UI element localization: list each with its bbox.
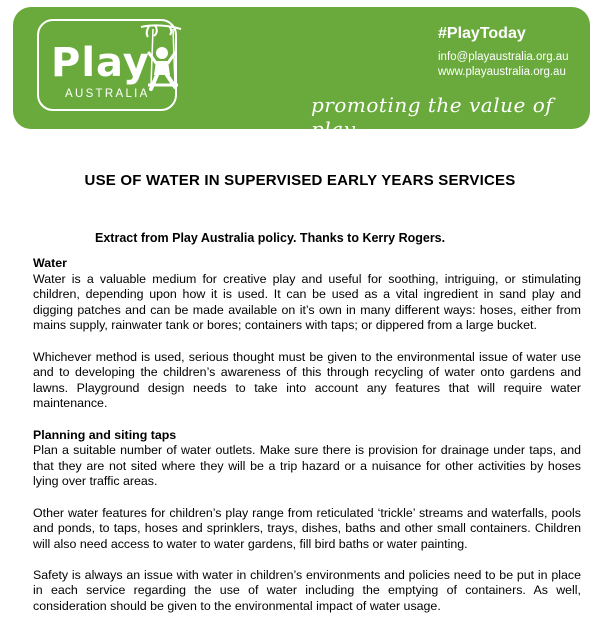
header-banner: [13, 7, 590, 141]
paragraph: Water is a valuable medium for creative play and useful for soothing, intriguing, or stimulating children, depending upon how it is used. It can be used as a vital ingredient in sand play and digging patches and can be made available on it’s own in many different ways: hoses, either from mains supply, rainwater tank or bores; containers with taps; or dippered from a large bucket.: [33, 271, 581, 333]
contact-email[interactable]: info@playaustralia.org.au: [438, 51, 569, 63]
section-planning-and-siting-taps: [33, 428, 581, 615]
section-water: [33, 256, 581, 412]
document-title: USE OF WATER IN SUPERVISED EARLY YEARS SERVICES: [84, 172, 516, 189]
logo-wordmark: Play: [51, 40, 150, 86]
paragraph: Other water features for children’s play range from reticulated ‘trickle’ streams and waterfalls, pools and ponds, to taps, hoses and sprinklers, trays, dishes, baths and other small containers. Children will also need access to water to water gardens, fill bird baths or water painting.: [33, 505, 581, 551]
section-heading: Planning and siting taps: [33, 427, 177, 442]
section-heading: Water: [33, 256, 67, 270]
child-on-swing-icon: [139, 23, 185, 109]
paragraph: Plan a suitable number of water outlets. Make sure there is provision for drainage under taps, and that they are not sited where they will be a trip hazard or a nuisance for other activities by hoses lying over traffic areas.: [33, 443, 581, 489]
play-australia-logo: [37, 19, 177, 111]
tagline: promoting the value of play: [311, 93, 554, 141]
hashtag: #PlayToday: [438, 25, 526, 42]
logo-subtitle: AUSTRALIA: [65, 88, 150, 100]
paragraph: Whichever method is used, serious thought must be given to the environmental issue of water use and to developing the children’s awareness of this through recycling of water onto gardens and lawns. Playground design needs to take into account any features that will require water maintenance.: [33, 349, 581, 411]
document-subtitle: Extract from Play Australia policy. Thanks to Kerry Rogers.: [95, 231, 446, 245]
contact-website[interactable]: www.playaustralia.org.au: [438, 66, 566, 78]
paragraph: Safety is always an issue with water in children’s environments and policies need to be put in place in each service regarding the use of water including the emptying of containers. As well, consideration should be given to the environmental impact of water usage.: [33, 567, 581, 614]
